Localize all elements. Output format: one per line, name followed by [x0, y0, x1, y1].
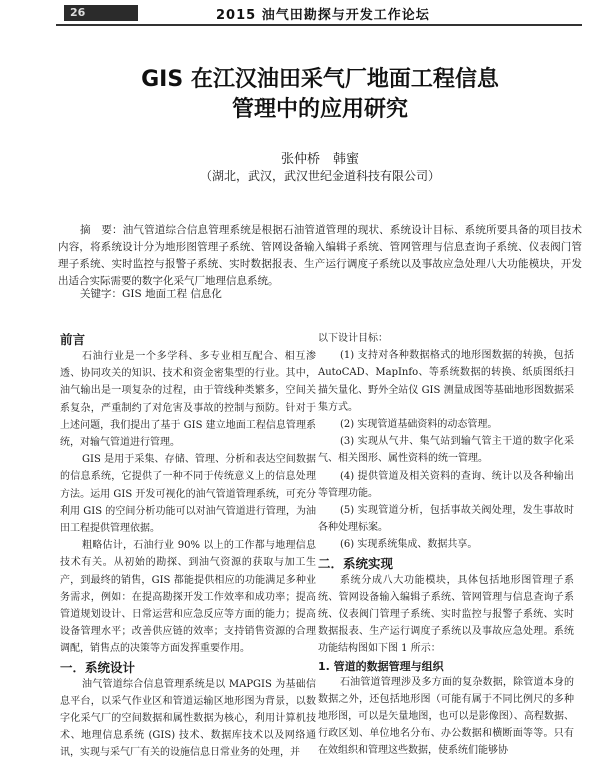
paragraph: 以下设计目标： [318, 333, 388, 344]
list-item: (5) 实现管道分析，包括事故关阀处理，发生事故时各种处理标案。 [318, 505, 574, 534]
running-header [56, 2, 582, 26]
section-heading-design: 一．系统设计 [60, 659, 136, 675]
right-column [318, 330, 574, 760]
left-column [60, 330, 316, 762]
list-item: (4) 提供管道及相关资料的查询、统计以及各种输出等管理功能。 [318, 470, 574, 499]
abstract-text: 油气管道综合信息管理系统是根据石油管道管理的现状、系统设计目标、系统所要具备的项目技术内容，将系统设计分为地形图管理子系统、管网设备输入编辑子系统、管网管理与信息查询子系统、仪表阀门管理子系统、实时监控与报警子系统、实时数据报表、生产运行调度子系统以及事故应急处理八大功能模块，开发出适合实际需要的数字化采气厂地理信息系统。 [58, 224, 583, 287]
list-item: (2) 实现管道基础资料的动态管理。 [340, 419, 498, 431]
list-item: (3) 实现从气井、集气站到输气管主干道的数字化采气、相关图形、属性资料的统一管理。 [318, 436, 574, 465]
paper-title-line1: GIS 在江汉油田采气厂地面工程信息 [141, 67, 499, 92]
paragraph: 粗略估计，石油行业 90% 以上的工作都与地理信息技术有关。从初始的勘探、到油气资源的获取与加工生产，到最终的销售，GIS 都能提供相应的功能满足多种业务需求，例如：在提高勘探开发工作效率和成功率；提高管道规划设计、日常运营和应急反应等方面的能力；提高设备管理水平；改善供应链的效率；支持销售资源的合理调配，销售点的决策等方面发挥重要作用。 [60, 540, 316, 655]
list-item: (6) 实现系统集成、数据共享。 [340, 539, 478, 551]
keywords [80, 286, 222, 301]
keywords-text: GIS 地面工程 信息化 [122, 288, 222, 300]
section-heading-preface: 前言 [60, 332, 86, 347]
abstract [58, 222, 582, 290]
paragraph: 石油行业是一个多学科、多专业相互配合、相互渗透、协同攻关的知识、技术和资金密集型的行业。其中，油气输出是一项复杂的过程，由于管线种类繁多，空间关系复杂，严重制约了对危害及事故的控制与预防。针对于上述问题，我们提出了基于 GIS 建立地面工程信息管理系统，对输气管道进行管理。 [60, 351, 316, 449]
paragraph: 系统分成八大功能模块，具体包括地形图管理子系统、管网设备输入编辑子系统、管网管理与信息查询子系统、仪表阀门管理子系统、实时监控与报警子系统、实时数据报表、生产运行调度子系统以及事故应急处理。系统功能结构图如下图 1 所示： [318, 574, 574, 655]
paper-title-line2: 管理中的应用研究 [231, 97, 408, 122]
paragraph: 石油管道管理涉及多方面的复杂数据，除管道本身的数据之外，还包括地形图（可能有属于不同比例尺的多种地形图，可以是矢量地图，也可以是影像图）、高程数据、行政区划、单位地名分布、办公数据和横断面等等。只有在效组织和管理这些数据，使系统们能够协 [318, 676, 574, 757]
keywords-label: 关键字： [80, 288, 122, 300]
journal-title: 2015 油气田勘探与开发工作论坛 [216, 8, 430, 23]
subsection-heading: 1. 管道的数据管理与组织 [318, 659, 444, 673]
list-item: (1) 支持对各种数据格式的地形图数据的转换，包括 AutoCAD、MapInfo、等系统数据的转换、纸质图纸扫描矢量化、野外全站仪 GIS 测量成图等基础地形图数据采集方式。 [318, 350, 574, 413]
abstract-label: 摘 要： [80, 224, 123, 236]
paragraph: GIS 是用于采集、存储、管理、分析和表达空间数据的信息系统，它提供了一种不同于传统意义上的信息处理方法。运用 GIS 开发可视化的油气管道管理系统，可充分利用 GIS 的空间分析功能可以对油气管道进行管理，为油田工程提供管理依据。 [60, 454, 316, 535]
authors: 张仲桥 韩蜜 [280, 152, 359, 167]
paragraph: 油气管道综合信息管理系统是以 MAPGIS 为基础信息平台，以采气作业区和管道运输区地形图为背景，以数字化采气厂的空间数据和属性数据为核心，利用计算机技术、地理信息系统 (GIS) 技术、数据库技术以及网络通讯，实现与采气厂有关的设施信息日常业务的处理，并 [60, 678, 316, 759]
section-heading-implementation: 二．系统实现 [318, 555, 394, 571]
page-number: 26 [64, 5, 138, 21]
affiliation: （湖北，武汉，武汉世纪金道科技有限公司） [199, 169, 440, 183]
